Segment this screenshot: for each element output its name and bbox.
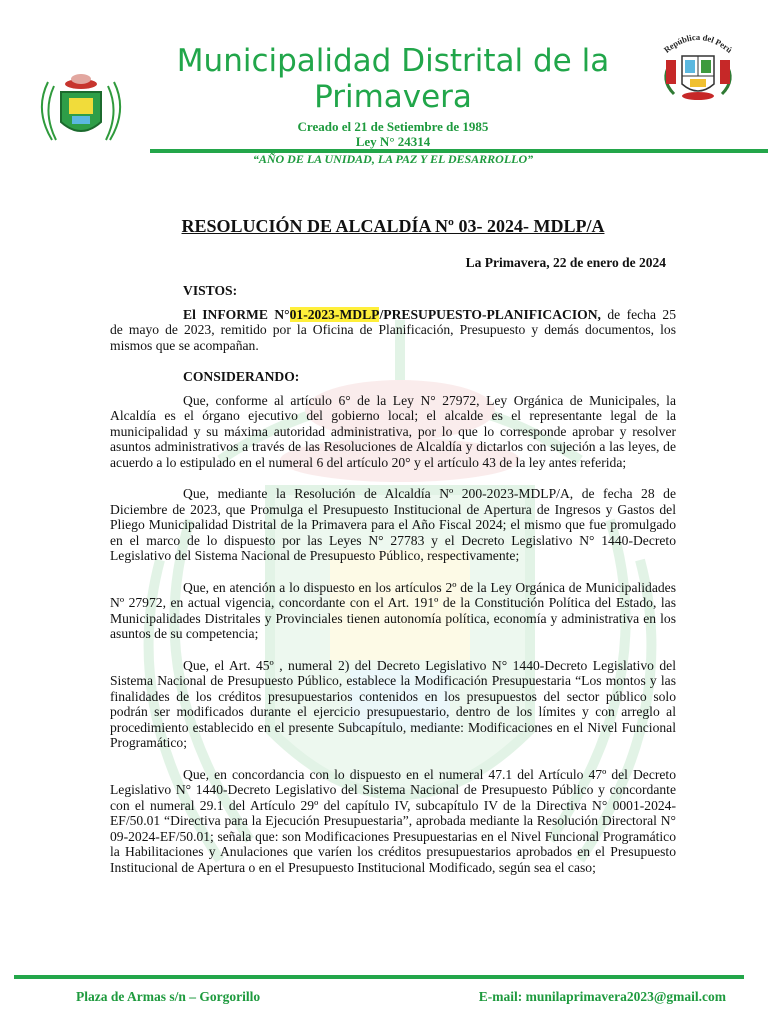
considerando-paragraph: Que, en concordancia con lo dispuesto en el numeral 47.1 del Artículo 47º del Decreto Legislativo N° 1440-Decreto Legislativo del Sistema Nacional de Presupuesto Público y concordante con el numeral 29.1 del Artículo 29º del capítulo IV, subcapítulo IV de la Directiva N° 0001-2024-EF/50.01 “Directiva para la Ejecución Presupuestaria”, aprobada mediante la Resolución Directoral N° 09-2024-EF/50.01; señala que: son Modificaciones Presupuestarias en el Nivel Funcional Programático la Habilitaciones y Anulaciones que varíen los créditos presupuestarios aprobados en el Presupuesto Institucional de Apertura o en el Presupuesto Institucional Modificado, según sea el caso; bbox=[110, 766, 676, 875]
peru-coat-of-arms-icon bbox=[656, 24, 740, 106]
considerando-paragraph: Que, el Art. 45º , numeral 2) del Decreto Legislativo N° 1440-Decreto Legislativo del Sistema Nacional de Presupuesto Público, establece la Modificación Presupuestaria “Los montos y las finalidades de los créditos presupuestarios contenidos en los presupuestos del sector público solo podrán ser modificados durante el ejercicio presupuestario, dentro de los límites y con arreglo al procedimiento establecido en el presente Subcapítulo, mediante: Modificaciones en el Nivel Funcional Programático; bbox=[110, 657, 676, 750]
informe-number-highlight: 01-2023-MDLP bbox=[289, 306, 380, 322]
resolution-body bbox=[110, 283, 676, 891]
considerando-heading: CONSIDERANDO: bbox=[183, 369, 300, 384]
republica-del-peru-text: República del Perú bbox=[661, 31, 735, 55]
considerando-paragraph: Que, mediante la Resolución de Alcaldía Nº 200-2023-MDLP/A, de fecha 28 de Diciembre de 2023, que Promulga el Presupuesto Institucional de Apertura de Ingresos y Gastos del Pliego Municipalidad Distrital de la Primavera para el Año Fiscal 2024; el mismo que fue promulgado en el marco de lo dispuesto por las Leyes N° 27783 y el Decreto Legislativo N° 1440-Decreto Legislativo del Sistema Nacional de Presupuesto Público, respectivamente; bbox=[110, 486, 676, 563]
resolution-date: La Primavera, 22 de enero de 2024 bbox=[465, 255, 666, 270]
footer-divider bbox=[14, 975, 744, 979]
vistos-heading: VISTOS: bbox=[183, 283, 238, 298]
municipality-title: Municipalidad Distrital de la Primavera bbox=[176, 43, 610, 115]
informe-prefix: El INFORME N° bbox=[183, 306, 290, 322]
footer-address: Plaza de Armas s/n – Gorgorillo bbox=[76, 989, 261, 1004]
resolution-title: RESOLUCIÓN DE ALCALDÍA Nº 03- 2024- MDLP/A bbox=[181, 216, 605, 236]
creation-date: Creado el 21 de Setiembre de 1985 bbox=[297, 119, 489, 134]
law-number: Ley N° 24314 bbox=[355, 134, 431, 149]
municipal-crest-icon bbox=[34, 70, 128, 148]
year-motto: “AÑO DE LA UNIDAD, LA PAZ Y EL DESARROLLO” bbox=[252, 152, 534, 166]
footer-email: E-mail: munilaprimavera2023@gmail.com bbox=[478, 989, 726, 1004]
vistos-paragraph bbox=[110, 307, 676, 354]
considerando-paragraph: Que, conforme al artículo 6° de la Ley N° 27972, Ley Orgánica de Municipales, la Alcaldía es el órgano ejecutivo del gobierno local; el alcalde es el representante legal de la municipalidad y su máxima autoridad administrativa, por lo que lo corresponde aprobar y resolver asuntos administrativos a través de las Resoluciones de Alcaldía y dictarlos con sujeción a las leyes, de acuerdo a lo estipulado en el numeral 6 del artículo 20° y el artículo 43 de la ley antes referida; bbox=[110, 392, 676, 470]
considerando-paragraph: Que, en atención a lo dispuesto en los artículos 2º de la Ley Orgánica de Municipalidades Nº 27972, en actual vigencia, concordante con el Art. 191º de la Constitución Política del Estado, las Municipalidades Distritales y Provinciales tienen autonomía política, economía y administrativa en los asuntos de su competencia; bbox=[110, 579, 676, 641]
svg-text:República del Perú bbox=[662, 32, 735, 55]
informe-office: /PRESUPUESTO-PLANIFICACION, bbox=[379, 306, 601, 322]
vistos-text: de fecha 25 de mayo de 2023, remitido por la Oficina de Planificación, Presupuesto y demás documentos, los mismos que se acompañan. bbox=[110, 306, 677, 353]
